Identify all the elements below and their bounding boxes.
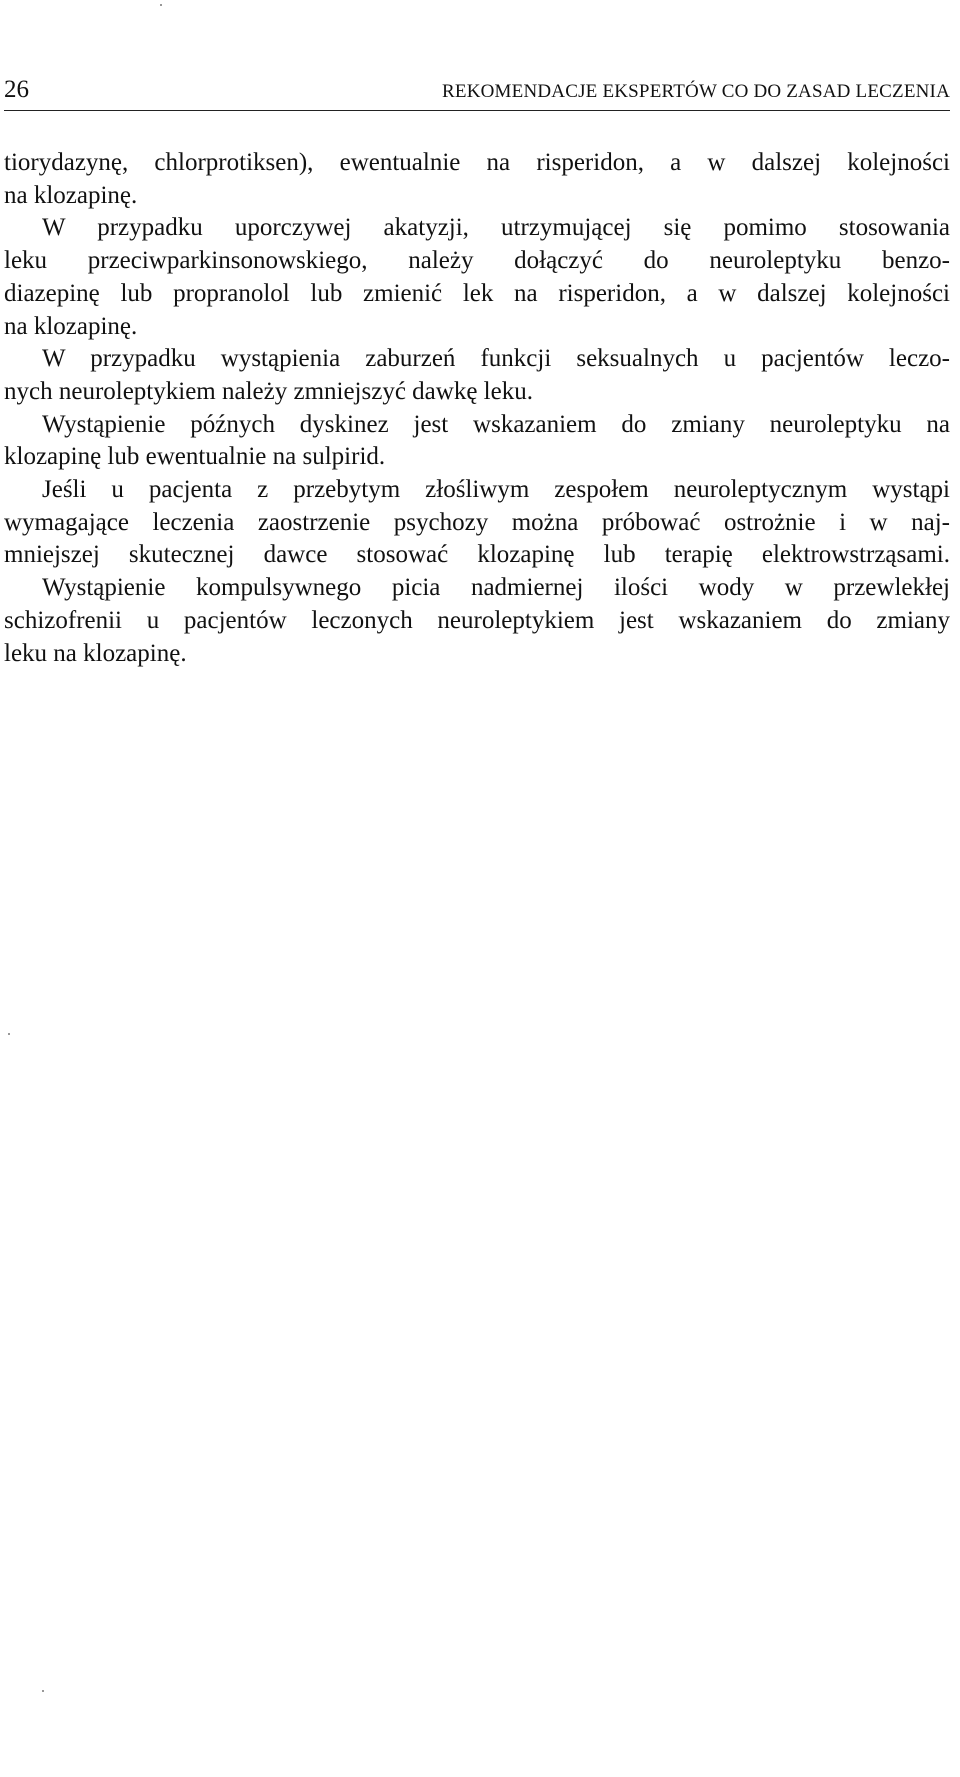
- text-line: wymagające leczenia zaostrzenie psychozy można próbować ostrożnie i w naj-: [4, 508, 950, 536]
- text-line: W przypadku wystąpienia zaburzeń funkcji seksualnych u pacjentów leczo-: [42, 345, 950, 373]
- text-line: diazepinę lub propranolol lub zmienić lek na risperidon, a w dalszej kolejności: [4, 279, 950, 307]
- text-line: na klozapinę.: [4, 312, 138, 340]
- text-line: leku na klozapinę.: [4, 639, 187, 667]
- text-line: schizofrenii u pacjentów leczonych neuroleptykiem jest wskazaniem do zmiany: [4, 606, 950, 634]
- text-line: mniejszej skutecznej dawce stosować klozapinę lub terapię elektrowstrząsami.: [4, 541, 950, 569]
- text-line: na klozapinę.: [4, 181, 138, 209]
- scan-speck: [160, 4, 162, 6]
- text-line: W przypadku uporczywej akatyzji, utrzymującej się pomimo stosowania: [42, 214, 950, 242]
- text-line: leku przeciwparkinsonowskiego, należy dołączyć do neuroleptyku benzo-: [4, 247, 950, 275]
- text-line: klozapinę lub ewentualnie na sulpirid.: [4, 443, 386, 471]
- text-line: tiorydazynę, chlorprotiksen), ewentualnie na risperidon, a w dalszej kolejności: [4, 149, 950, 176]
- text-line: Jeśli u pacjenta z przebytym złośliwym zespołem neuroleptycznym wystąpi: [42, 476, 950, 504]
- running-title: REKOMENDACJE EKSPERTÓW CO DO ZASAD LECZENIA: [442, 81, 950, 102]
- scan-speck: [42, 1690, 44, 1692]
- text-line: Wystąpienie późnych dyskinez jest wskazaniem do zmiany neuroleptyku na: [42, 410, 950, 438]
- text-line: Wystąpienie kompulsywnego picia nadmiernej ilości wody w przewlekłej: [42, 574, 950, 602]
- scan-speck: [8, 1033, 10, 1035]
- body-text: [4, 147, 950, 670]
- text-line: nych neuroleptykiem należy zmniejszyć dawkę leku.: [4, 377, 533, 405]
- running-header: [4, 74, 950, 111]
- page-number: 26: [4, 76, 29, 103]
